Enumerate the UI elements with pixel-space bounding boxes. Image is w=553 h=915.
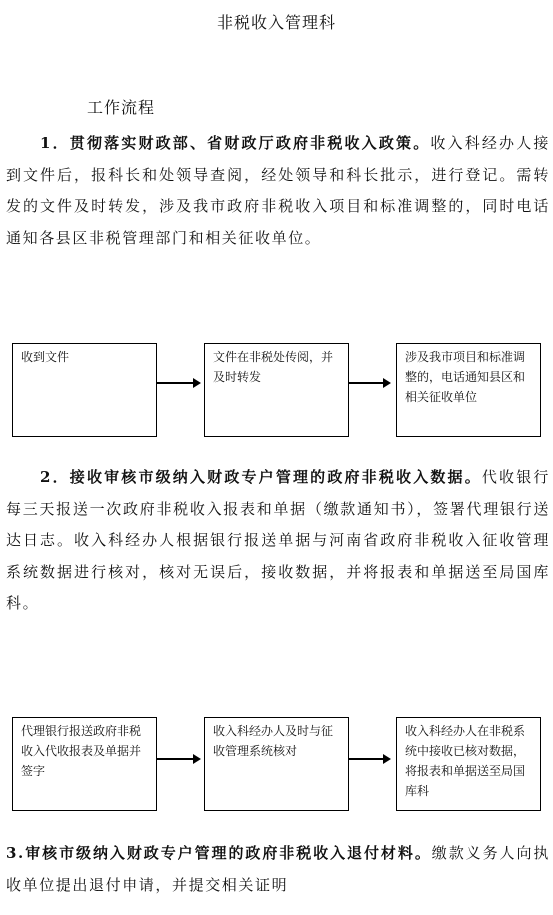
paragraph-2-body: 代收银行每三天报送一次政府非税收入报表和单据（缴款通知书），签署代理银行送达日志。收入科经办人根据银行报送单据与河南省政府非税收入征收管理系统数据进行核对，核对无误后，接收数据，并将报表和单据送至局国库科。: [6, 468, 550, 612]
flow2-step2: 收入科经办人及时与征收管理系统核对: [204, 717, 349, 811]
flow1-step2: 文件在非税处传阅，并及时转发: [204, 343, 349, 437]
paragraph-1-body: 收入科经办人接到文件后，报科长和处领导查阅，经处领导和科长批示，进行登记。需转发的文件及时转发，涉及我市政府非税收入项目和标准调整的，同时电话通知各县区非税管理部门和相关征收单位。: [6, 134, 550, 247]
flow1-step3: 涉及我市项目和标准调整的，电话通知县区和相关征收单位: [396, 343, 541, 437]
paragraph-3: [6, 838, 550, 901]
paragraph-3-body: 缴款义务人向执收单位提出退付申请，并提交相关证明: [6, 844, 551, 894]
flow1-step1: 收到文件: [12, 343, 157, 437]
paragraph-1: [6, 128, 550, 254]
flow2-arrow-2: [349, 758, 389, 760]
page-title: 非税收入管理科: [216, 13, 336, 32]
paragraph-1-lead: 1．贯彻落实财政部、省财政厅政府非税收入政策。: [40, 134, 431, 152]
section-heading: 工作流程: [87, 98, 156, 117]
paragraph-2-lead: 2．接收审核市级纳入财政专户管理的政府非税收入数据。: [40, 468, 482, 486]
flow1-arrow-2: [349, 382, 389, 384]
paragraph-2: [6, 462, 550, 620]
flow2-arrow-1: [157, 758, 199, 760]
paragraph-3-lead: 3.审核市级纳入财政专户管理的政府非税收入退付材料。: [6, 844, 432, 862]
flow2-step1: 代理银行报送政府非税收入代收报表及单据并签字: [12, 717, 157, 811]
flow1-arrow-1: [157, 382, 199, 384]
flow2-step3: 收入科经办人在非税系统中接收已核对数据，将报表和单据送至局国库科: [396, 717, 541, 811]
